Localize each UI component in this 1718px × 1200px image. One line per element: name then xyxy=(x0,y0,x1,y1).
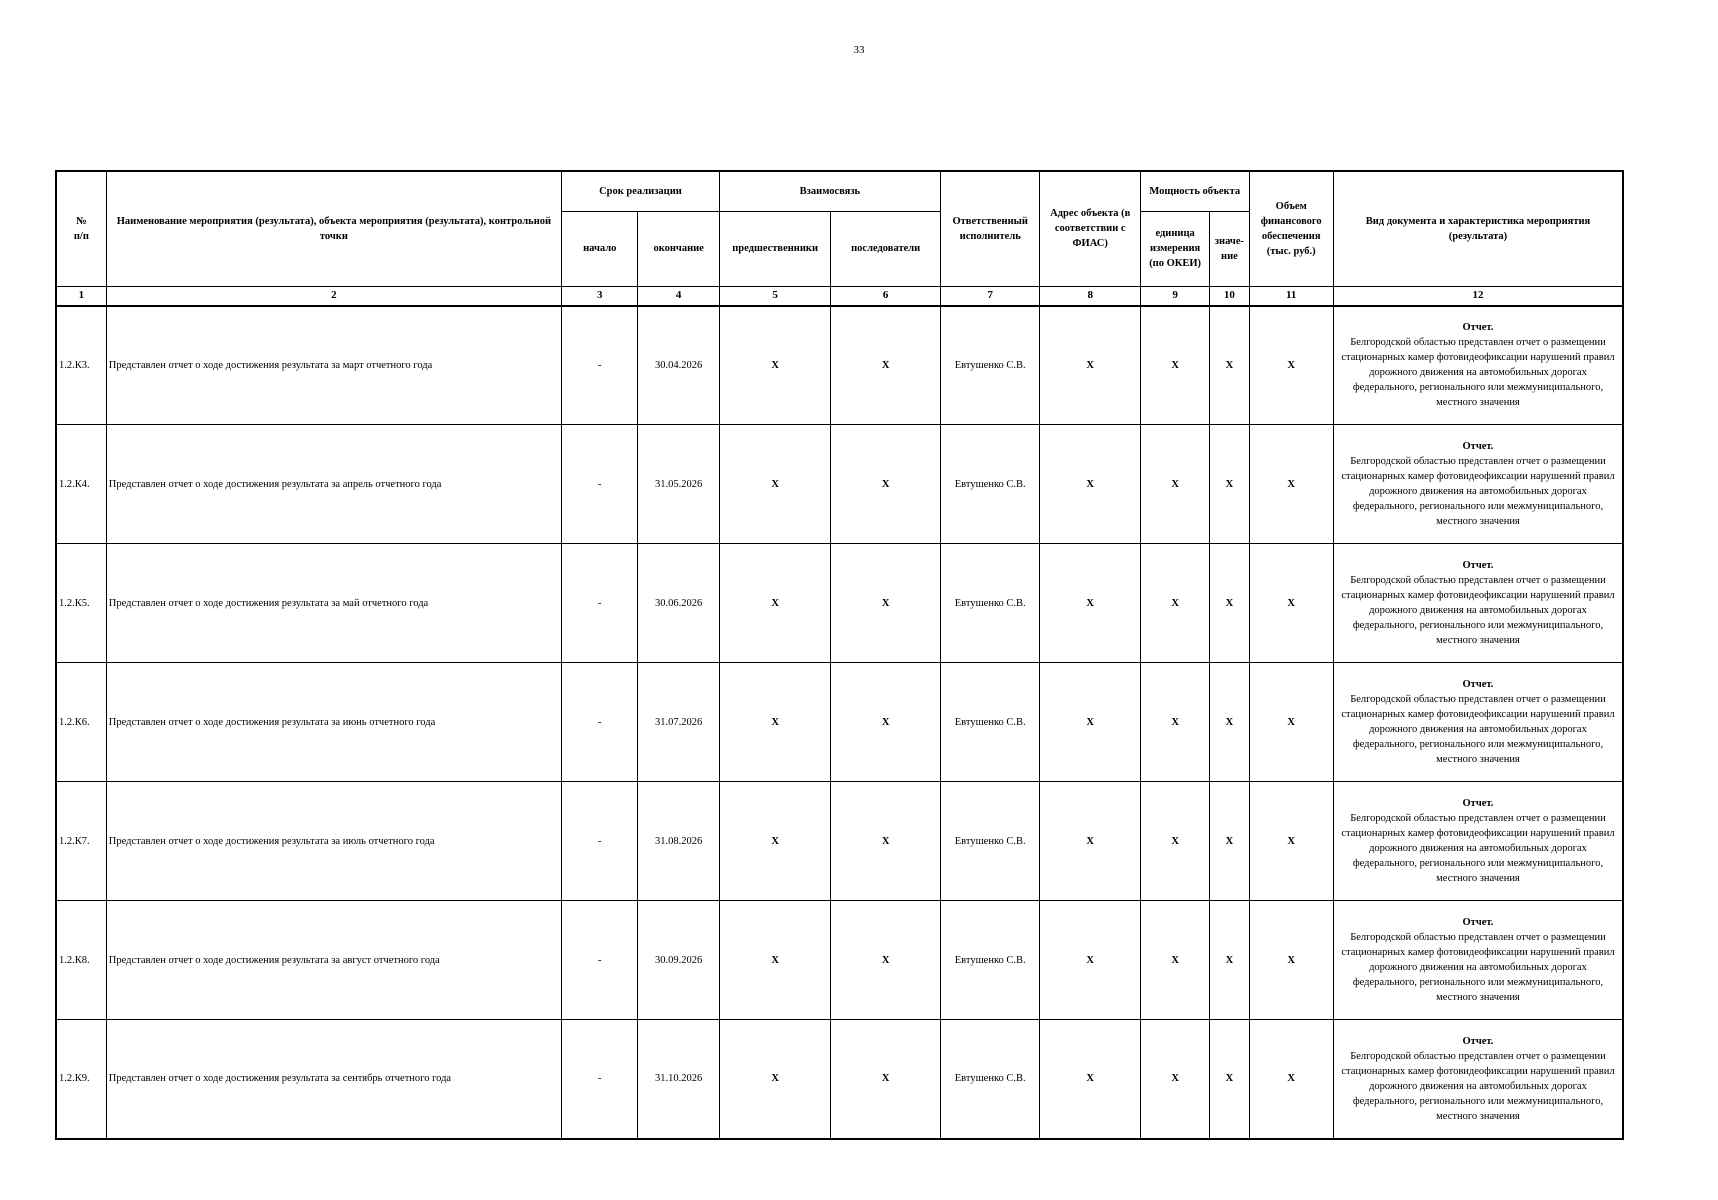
row-doc-text: Белгородской областью представлен отчет о размещении стационарных камер фотовидеофиксации нарушений правил дорожного движения на автомобильных дорогах федерального, регионального или межмуниципального, местного значения xyxy=(1341,813,1615,884)
row-unit: X xyxy=(1140,425,1209,544)
page-number: 33 xyxy=(853,44,865,56)
row-successors: X xyxy=(831,1020,941,1139)
table-header xyxy=(56,171,1623,306)
row-name: Представлен отчет о ходе достижения результата за апрель отчетного года xyxy=(106,425,561,544)
row-address: X xyxy=(1040,544,1141,663)
row-doc xyxy=(1333,901,1623,1020)
header-funding: Объем финансового обеспечения (тыс. руб.) xyxy=(1249,171,1333,286)
row-code: 1.2.К5. xyxy=(56,544,106,663)
row-end: 30.09.2026 xyxy=(638,901,719,1020)
row-address: X xyxy=(1040,901,1141,1020)
row-unit: X xyxy=(1140,306,1209,425)
row-end: 30.04.2026 xyxy=(638,306,719,425)
row-doc-title: Отчет. xyxy=(1462,441,1494,452)
row-doc xyxy=(1333,1020,1623,1139)
row-end: 31.07.2026 xyxy=(638,663,719,782)
row-predecessors: X xyxy=(719,901,831,1020)
table-row xyxy=(56,544,1623,663)
row-value: X xyxy=(1210,663,1249,782)
column-number: 8 xyxy=(1040,286,1141,306)
row-doc xyxy=(1333,663,1623,782)
row-start: - xyxy=(562,425,638,544)
row-doc-title: Отчет. xyxy=(1462,798,1494,809)
row-funding: X xyxy=(1249,425,1333,544)
row-address: X xyxy=(1040,663,1141,782)
table-row xyxy=(56,901,1623,1020)
row-doc-text: Белгородской областью представлен отчет о размещении стационарных камер фотовидеофиксации нарушений правил дорожного движения на автомобильных дорогах федерального, регионального или межмуниципального, местного значения xyxy=(1341,1050,1615,1122)
row-name: Представлен отчет о ходе достижения результата за сентябрь отчетного года xyxy=(106,1020,561,1139)
row-doc-title: Отчет. xyxy=(1462,917,1494,928)
row-code: 1.2.К6. xyxy=(56,663,106,782)
header-relation: Взаимосвязь xyxy=(719,171,940,211)
row-funding: X xyxy=(1249,901,1333,1020)
row-funding: X xyxy=(1249,306,1333,425)
header-address: Адрес объекта (в соответствии с ФИАС) xyxy=(1040,171,1141,286)
table-row xyxy=(56,782,1623,901)
header-capacity-unit: единица измерения (по ОКЕИ) xyxy=(1140,211,1209,286)
header-successors: последователи xyxy=(831,211,941,286)
header-capacity: Мощность объекта xyxy=(1140,171,1249,211)
row-predecessors: X xyxy=(719,306,831,425)
row-address: X xyxy=(1040,425,1141,544)
column-number: 1 xyxy=(56,286,106,306)
row-address: X xyxy=(1040,306,1141,425)
row-unit: X xyxy=(1140,901,1209,1020)
row-successors: X xyxy=(831,782,941,901)
row-doc-text: Белгородской областью представлен отчет о размещении стационарных камер фотовидеофиксации нарушений правил дорожного движения на автомобильных дорогах федерального, регионального или межмуниципального, местного значения xyxy=(1341,932,1615,1003)
row-doc-text: Белгородской областью представлен отчет о размещении стационарных камер фотовидеофиксации нарушений правил дорожного движения на автомобильных дорогах федерального, регионального или межмуниципального, местного значения xyxy=(1341,337,1615,409)
row-code: 1.2.К7. xyxy=(56,782,106,901)
row-predecessors: X xyxy=(719,425,831,544)
header-period-start: начало xyxy=(562,211,638,286)
row-value: X xyxy=(1210,425,1249,544)
row-unit: X xyxy=(1140,544,1209,663)
row-doc xyxy=(1333,306,1623,425)
row-start: - xyxy=(562,663,638,782)
row-code: 1.2.К9. xyxy=(56,1020,106,1139)
row-name: Представлен отчет о ходе достижения результата за июль отчетного года xyxy=(106,782,561,901)
header-predecessors: предшественники xyxy=(719,211,831,286)
row-value: X xyxy=(1210,901,1249,1020)
row-unit: X xyxy=(1140,782,1209,901)
row-value: X xyxy=(1210,1020,1249,1139)
column-number: 2 xyxy=(106,286,561,306)
column-number: 7 xyxy=(940,286,1040,306)
header-period: Срок реализации xyxy=(562,171,720,211)
column-number: 9 xyxy=(1140,286,1209,306)
row-doc-title: Отчет. xyxy=(1462,1035,1494,1047)
row-responsible: Евтушенко С.В. xyxy=(940,663,1040,782)
table-row xyxy=(56,306,1623,425)
header-period-end: окончание xyxy=(638,211,719,286)
row-successors: X xyxy=(831,425,941,544)
header-capacity-value: значе-ние xyxy=(1210,211,1249,286)
row-predecessors: X xyxy=(719,663,831,782)
row-doc xyxy=(1333,782,1623,901)
row-responsible: Евтушенко С.В. xyxy=(940,782,1040,901)
row-successors: X xyxy=(831,544,941,663)
row-code: 1.2.К3. xyxy=(56,306,106,425)
row-successors: X xyxy=(831,663,941,782)
row-start: - xyxy=(562,782,638,901)
table-body xyxy=(56,306,1623,1139)
row-start: - xyxy=(562,1020,638,1139)
row-funding: X xyxy=(1249,782,1333,901)
row-doc xyxy=(1333,425,1623,544)
row-doc-text: Белгородской областью представлен отчет о размещении стационарных камер фотовидеофиксации нарушений правил дорожного движения на автомобильных дорогах федерального, регионального или межмуниципального, местного значения xyxy=(1341,694,1615,765)
column-number: 3 xyxy=(562,286,638,306)
row-value: X xyxy=(1210,782,1249,901)
row-end: 31.08.2026 xyxy=(638,782,719,901)
header-responsible: Ответственный исполнитель xyxy=(940,171,1040,286)
row-doc-title: Отчет. xyxy=(1462,679,1494,690)
table-row xyxy=(56,1020,1623,1139)
plan-table xyxy=(55,170,1624,1140)
row-predecessors: X xyxy=(719,1020,831,1139)
row-value: X xyxy=(1210,306,1249,425)
row-successors: X xyxy=(831,306,941,425)
row-name: Представлен отчет о ходе достижения результата за июнь отчетного года xyxy=(106,663,561,782)
row-predecessors: X xyxy=(719,544,831,663)
column-number: 4 xyxy=(638,286,719,306)
row-funding: X xyxy=(1249,544,1333,663)
row-responsible: Евтушенко С.В. xyxy=(940,544,1040,663)
column-number: 6 xyxy=(831,286,941,306)
row-funding: X xyxy=(1249,663,1333,782)
row-unit: X xyxy=(1140,663,1209,782)
column-number: 12 xyxy=(1333,286,1623,306)
row-name: Представлен отчет о ходе достижения результата за май отчетного года xyxy=(106,544,561,663)
row-doc-title: Отчет. xyxy=(1462,322,1494,334)
row-address: X xyxy=(1040,1020,1141,1139)
row-doc-text: Белгородской областью представлен отчет о размещении стационарных камер фотовидеофиксации нарушений правил дорожного движения на автомобильных дорогах федерального, регионального или межмуниципального, местного значения xyxy=(1341,575,1615,646)
row-responsible: Евтушенко С.В. xyxy=(940,901,1040,1020)
row-successors: X xyxy=(831,901,941,1020)
row-predecessors: X xyxy=(719,782,831,901)
row-address: X xyxy=(1040,782,1141,901)
column-numbers-row xyxy=(56,286,1623,306)
row-value: X xyxy=(1210,544,1249,663)
row-end: 30.06.2026 xyxy=(638,544,719,663)
row-doc-text: Белгородской областью представлен отчет о размещении стационарных камер фотовидеофиксации нарушений правил дорожного движения на автомобильных дорогах федерального, регионального или межмуниципального, местного значения xyxy=(1341,456,1615,527)
column-number: 5 xyxy=(719,286,831,306)
row-start: - xyxy=(562,544,638,663)
header-doc-type: Вид документа и характеристика мероприятия (результата) xyxy=(1333,171,1623,286)
row-doc-title: Отчет. xyxy=(1462,560,1494,571)
row-responsible: Евтушенко С.В. xyxy=(940,425,1040,544)
row-funding: X xyxy=(1249,1020,1333,1139)
row-name: Представлен отчет о ходе достижения результата за март отчетного года xyxy=(106,306,561,425)
row-unit: X xyxy=(1140,1020,1209,1139)
row-responsible: Евтушенко С.В. xyxy=(940,1020,1040,1139)
row-code: 1.2.К8. xyxy=(56,901,106,1020)
table-row xyxy=(56,425,1623,544)
row-start: - xyxy=(562,901,638,1020)
header-name: Наименование мероприятия (результата), объекта мероприятия (результата), контрольной точки xyxy=(106,171,561,286)
header-num: № п/п xyxy=(56,171,106,286)
column-number: 10 xyxy=(1210,286,1249,306)
row-name: Представлен отчет о ходе достижения результата за август отчетного года xyxy=(106,901,561,1020)
row-code: 1.2.К4. xyxy=(56,425,106,544)
row-end: 31.05.2026 xyxy=(638,425,719,544)
row-start: - xyxy=(562,306,638,425)
row-responsible: Евтушенко С.В. xyxy=(940,306,1040,425)
row-doc xyxy=(1333,544,1623,663)
row-end: 31.10.2026 xyxy=(638,1020,719,1139)
column-number: 11 xyxy=(1249,286,1333,306)
table-row xyxy=(56,663,1623,782)
